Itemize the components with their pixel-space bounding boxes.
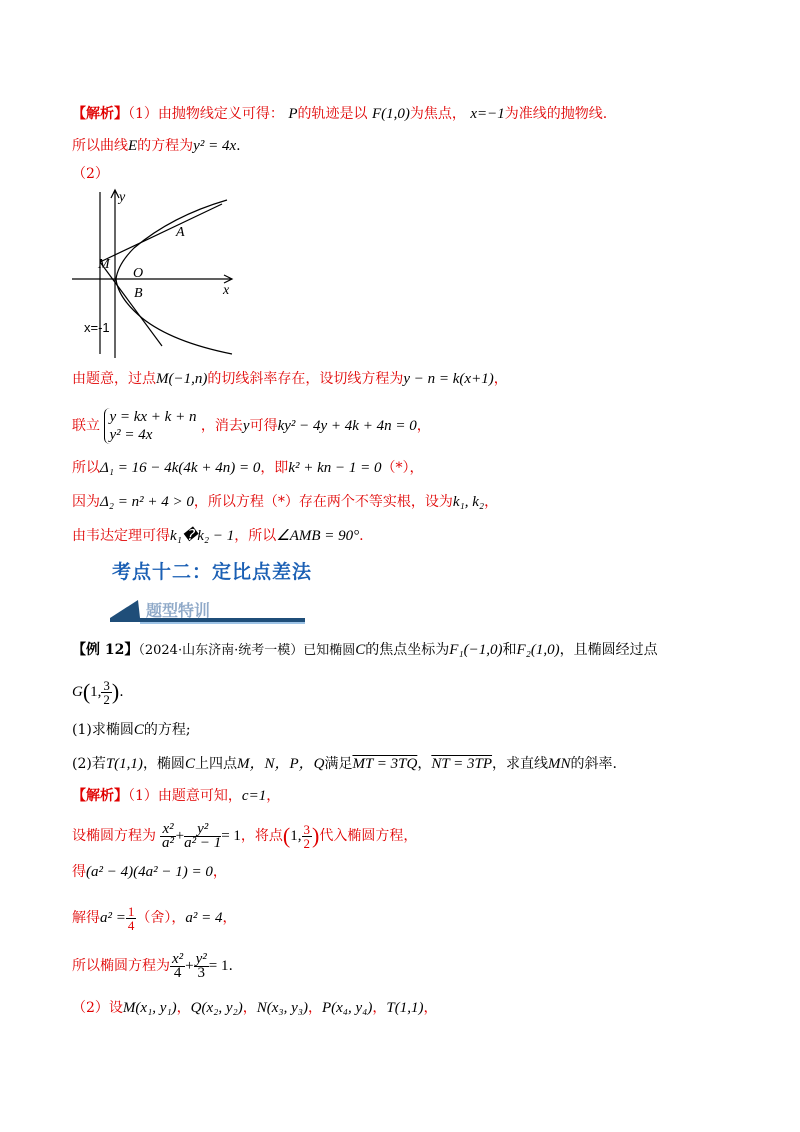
part-2-label: （2） (72, 166, 109, 182)
label-y: y (119, 190, 126, 205)
vieta-line: 由韦达定理可得k₁�k₂ − 1，所以∠AMB = 90°. (72, 528, 364, 544)
curve-equation-line: 所以曲线E的方程为y² = 4x. (72, 138, 241, 154)
example-line: 【例 12】（2024·山东济南·统考一模）已知椭圆C的焦点坐标为F₁(−1,0)和F₂(1,0)，且椭圆经过点 (72, 642, 658, 658)
label-m: M (98, 257, 110, 272)
example-point-g: G(1, $\frac{3}{2}$ ). (72, 677, 124, 707)
focus-f: F(1,0) (372, 106, 410, 122)
label-o: O (133, 266, 144, 281)
parabola-eq: y² = 4x (193, 138, 237, 154)
question-2: (2)若T(1,1)，椭圆C上四点M，N，P，Q满足MT = 3TQ，NT = 3TP，求直线MN的斜率. (72, 756, 617, 772)
banner-label: 题型特训 (146, 601, 211, 620)
topic-banner (110, 598, 305, 626)
example-tag: 【例 12】 (72, 642, 139, 658)
discriminant-line: 所以Δ₁ = 16 − 4k(4k + 4n) = 0，即k² + kn − 1 = 0（*）， (72, 460, 424, 476)
tangent-setup-line: 由题意，过点M(−1,n)的切线斜率存在，设切线方程为y − n = k(x+1)， (72, 371, 508, 387)
question-1: (1)求椭圆C的方程; (72, 722, 191, 738)
tangent-line-a (100, 204, 222, 262)
ellipse-setup-line: 设椭圆方程为 $\frac{\text{x²}}{\text{a²}}$ + $\frac{\text{y²}}{\text{a² − 1}}$ = 1，将点(1, $\frac{3}{2}$ )代入椭圆方程， (72, 820, 418, 851)
points-setup-line: （2）设M(x₁, y₁)，Q(x₂, y₂)，N(x₃, y₃)，P(x₄, y₄)，T(1,1)， (72, 1000, 438, 1016)
roots-line: 因为Δ₂ = n² + 4 > 0，所以方程（*）存在两个不等实根，设为k₁, k₂， (72, 494, 499, 510)
system-line: 联立 y = kx + k + n y² = 4x ，消去y可得ky² − 4y + 4k + 4n = 0， (72, 409, 431, 443)
label-b: B (134, 286, 143, 301)
label-directrix: x=-1 (84, 320, 110, 335)
ellipse-result-line: 所以椭圆方程为 $\frac{\text{x²}}{4}$ + $\frac{\text{y²}}{3}$ = 1. (72, 950, 233, 981)
equation-system: y = kx + k + n y² = 4x (104, 408, 196, 444)
solution-1-line: 【解析】（1）由抛物线定义可得： P的轨迹是以 F(1,0)为焦点， x=−1为准线的抛物线. (72, 106, 608, 122)
solution-tag: 【解析】 (72, 106, 128, 122)
parabola-figure (72, 186, 242, 358)
label-x: x (223, 283, 230, 298)
point-p: P (288, 106, 298, 122)
solution-2-line-1: 【解析】（1）由题意可知，c=1， (72, 788, 281, 804)
substitution-line: 得(a² − 4)(4a² − 1) = 0， (72, 864, 227, 880)
solve-line: 解得a² = $\frac{1}{4}$ （舍），a² = 4， (72, 903, 237, 933)
label-a: A (176, 225, 185, 240)
section-heading: 考点十二：定比点差法 (112, 561, 313, 583)
directrix-eq: x=−1 (470, 106, 505, 122)
